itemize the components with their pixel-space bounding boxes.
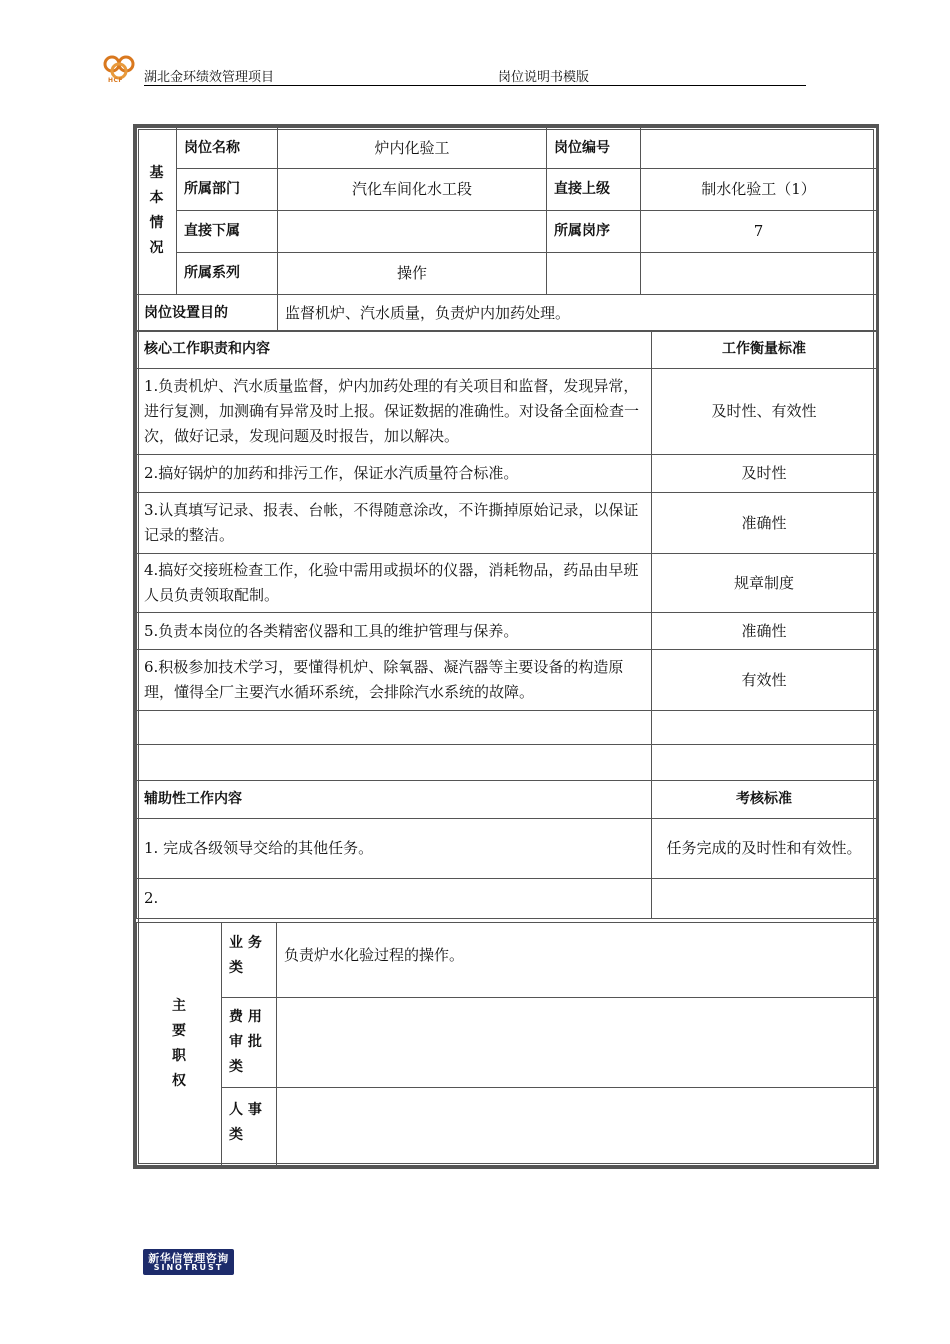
core-duty: 6.积极参加技术学习，要懂得机炉、除氧器、凝汽器等主要设备的构造原理，懂得全厂主要汽水循环系统，会排除汽水系统的故障。 (137, 650, 652, 711)
authority-business-text: 负责炉水化验过程的操作。 (277, 923, 877, 998)
aux-header-duty: 辅助性工作内容 (137, 781, 652, 819)
authority-table (136, 922, 877, 1166)
aux-header-standard: 考核标准 (652, 781, 877, 819)
job-code-label: 岗位编号 (547, 128, 641, 169)
core-header-duty: 核心工作职责和内容 (137, 331, 652, 369)
purpose-text: 监督机炉、汽水质量，负责炉内加药处理。 (278, 295, 877, 332)
authority-business-label: 业 务 类 (222, 923, 277, 998)
document-type: 岗位说明书模版 (498, 70, 590, 85)
project-name: 湖北金环绩效管理项目 (144, 70, 275, 85)
core-empty-standard (652, 711, 877, 745)
sequence-label: 所属岗序 (547, 211, 641, 253)
core-duty: 3.认真填写记录、报表、台帐，不得随意涂改，不许撕掉原始记录，以保证记录的整洁。 (137, 493, 652, 554)
series-empty-cell (641, 253, 877, 295)
header-rule (144, 85, 806, 86)
basic-section-label: 基 本 情 况 (137, 128, 177, 295)
core-standard: 及时性、有效性 (652, 369, 877, 455)
series-value: 操作 (278, 253, 547, 295)
core-empty-duty (137, 745, 652, 781)
core-standard: 有效性 (652, 650, 877, 711)
subordinate-value (278, 211, 547, 253)
core-duty: 4.搞好交接班检查工作，化验中需用或损坏的仪器，消耗物品，药品由早班人员负责领取配制。 (137, 554, 652, 613)
core-standard: 准确性 (652, 493, 877, 554)
series-empty-cell (547, 253, 641, 295)
job-name-value: 炉内化验工 (278, 128, 547, 169)
superior-value: 制水化验工（1） (641, 169, 877, 211)
subordinate-label: 直接下属 (177, 211, 278, 253)
authority-expense-label: 费 用 审 批 类 (222, 998, 277, 1088)
aux-standard (652, 879, 877, 919)
aux-duty: 1. 完成各级领导交给的其他任务。 (137, 819, 652, 879)
authority-personnel-text (277, 1088, 877, 1166)
dept-value: 汽化车间化水工段 (278, 169, 547, 211)
basic-info-table (136, 127, 877, 332)
sinotrust-logo (143, 1249, 234, 1275)
core-standard: 及时性 (652, 455, 877, 493)
core-empty-standard (652, 745, 877, 781)
core-header-standard: 工作衡量标准 (652, 331, 877, 369)
core-duties-table (136, 330, 877, 781)
authority-section-label: 主 要 职 权 (137, 923, 222, 1166)
aux-duties-table (136, 780, 877, 919)
core-duty: 5.负责本岗位的各类精密仪器和工具的维护管理与保养。 (137, 613, 652, 650)
core-duty: 2.搞好锅炉的加药和排污工作，保证水汽质量符合标准。 (137, 455, 652, 493)
sequence-value: 7 (641, 211, 877, 253)
aux-standard: 任务完成的及时性和有效性。 (652, 819, 877, 879)
core-standard: 规章制度 (652, 554, 877, 613)
series-label: 所属系列 (177, 253, 278, 295)
footer-brand-cn: 新华信管理咨询 (148, 1252, 229, 1265)
page-header (100, 52, 806, 88)
core-empty-duty (137, 711, 652, 745)
core-standard: 准确性 (652, 613, 877, 650)
logo-text: HCF (108, 77, 124, 84)
dept-label: 所属部门 (177, 169, 278, 211)
core-duty: 1.负责机炉、汽水质量监督，炉内加药处理的有关项目和监督，发现异常，进行复测，加测确有异常及时上报。保证数据的准确性。对设备全面检查一次，做好记录，发现问题及时报告，加以解决。 (137, 369, 652, 455)
superior-label: 直接上级 (547, 169, 641, 211)
aux-duty: 2. (137, 879, 652, 919)
authority-expense-text (277, 998, 877, 1088)
authority-personnel-label: 人 事 类 (222, 1088, 277, 1166)
footer-brand-en: SINOTRUST (153, 1263, 224, 1272)
job-name-label: 岗位名称 (177, 128, 278, 169)
purpose-label: 岗位设置目的 (137, 295, 278, 332)
job-code-value (641, 128, 877, 169)
